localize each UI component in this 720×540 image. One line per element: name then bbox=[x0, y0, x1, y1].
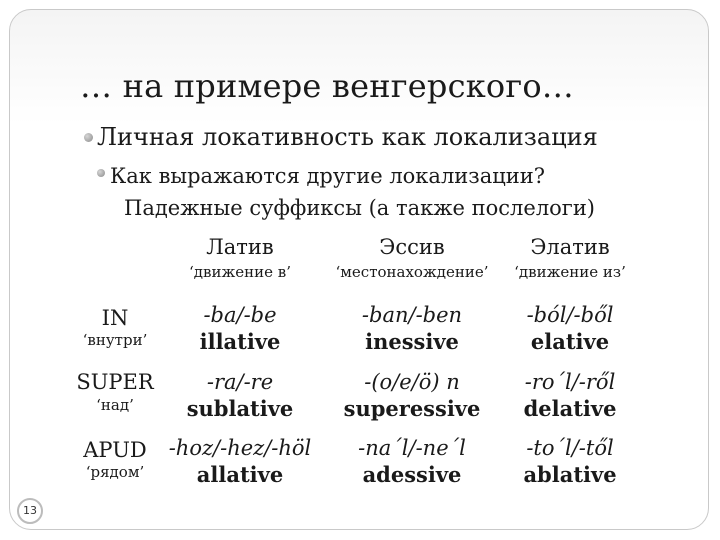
suffix-cell: -to´l/-től bbox=[526, 436, 614, 460]
column-gloss: ‘местонахождение’ bbox=[335, 263, 489, 281]
bullet-icon bbox=[84, 133, 93, 142]
case-name: superessive bbox=[343, 396, 481, 421]
row-label: IN bbox=[101, 306, 129, 330]
row-gloss: ‘внутри’ bbox=[82, 331, 148, 349]
slide-title: … на примере венгерского… bbox=[80, 67, 574, 105]
bullet-level2-line1: Как выражаются другие локализации? bbox=[110, 164, 546, 188]
suffix-cell: -hoz/-hez/-höl bbox=[168, 436, 312, 460]
suffix-cell: -ra/-re bbox=[206, 370, 274, 394]
bullet-level1: Личная локативность как локализация bbox=[97, 123, 598, 151]
suffix-cell: -na´l/-ne´l bbox=[358, 436, 466, 460]
case-name: illative bbox=[199, 329, 281, 354]
bullet-level2 bbox=[110, 160, 595, 224]
suffix-cell: -ba/-be bbox=[203, 303, 277, 327]
case-name: adessive bbox=[362, 462, 462, 487]
case-name: ablative bbox=[523, 462, 617, 487]
row-gloss: ‘рядом’ bbox=[85, 463, 145, 481]
bullet-level2-line2: Падежные суффиксы (а также послелоги) bbox=[124, 196, 596, 220]
row-gloss: ‘над’ bbox=[96, 396, 134, 414]
row-label: SUPER bbox=[76, 370, 154, 394]
suffix-cell: -ban/-ben bbox=[361, 303, 463, 327]
row-label: APUD bbox=[83, 438, 147, 462]
case-name: elative bbox=[530, 329, 610, 354]
page-number: 13 bbox=[17, 498, 43, 524]
column-gloss: ‘движение в’ bbox=[189, 263, 291, 281]
column-header: Латив bbox=[206, 235, 274, 259]
column-header: Элатив bbox=[530, 235, 610, 259]
suffix-cell: -ro´l/-ről bbox=[524, 370, 616, 394]
bullet-icon bbox=[97, 169, 105, 177]
column-gloss: ‘движение из’ bbox=[514, 263, 626, 281]
suffix-cell: -(o/e/ö) n bbox=[364, 370, 460, 394]
suffix-cell: -ból/-ből bbox=[526, 303, 614, 327]
column-header: Эссив bbox=[379, 235, 445, 259]
case-name: inessive bbox=[365, 329, 459, 354]
case-name: delative bbox=[523, 396, 617, 421]
case-name: allative bbox=[196, 462, 284, 487]
case-name: sublative bbox=[186, 396, 294, 421]
